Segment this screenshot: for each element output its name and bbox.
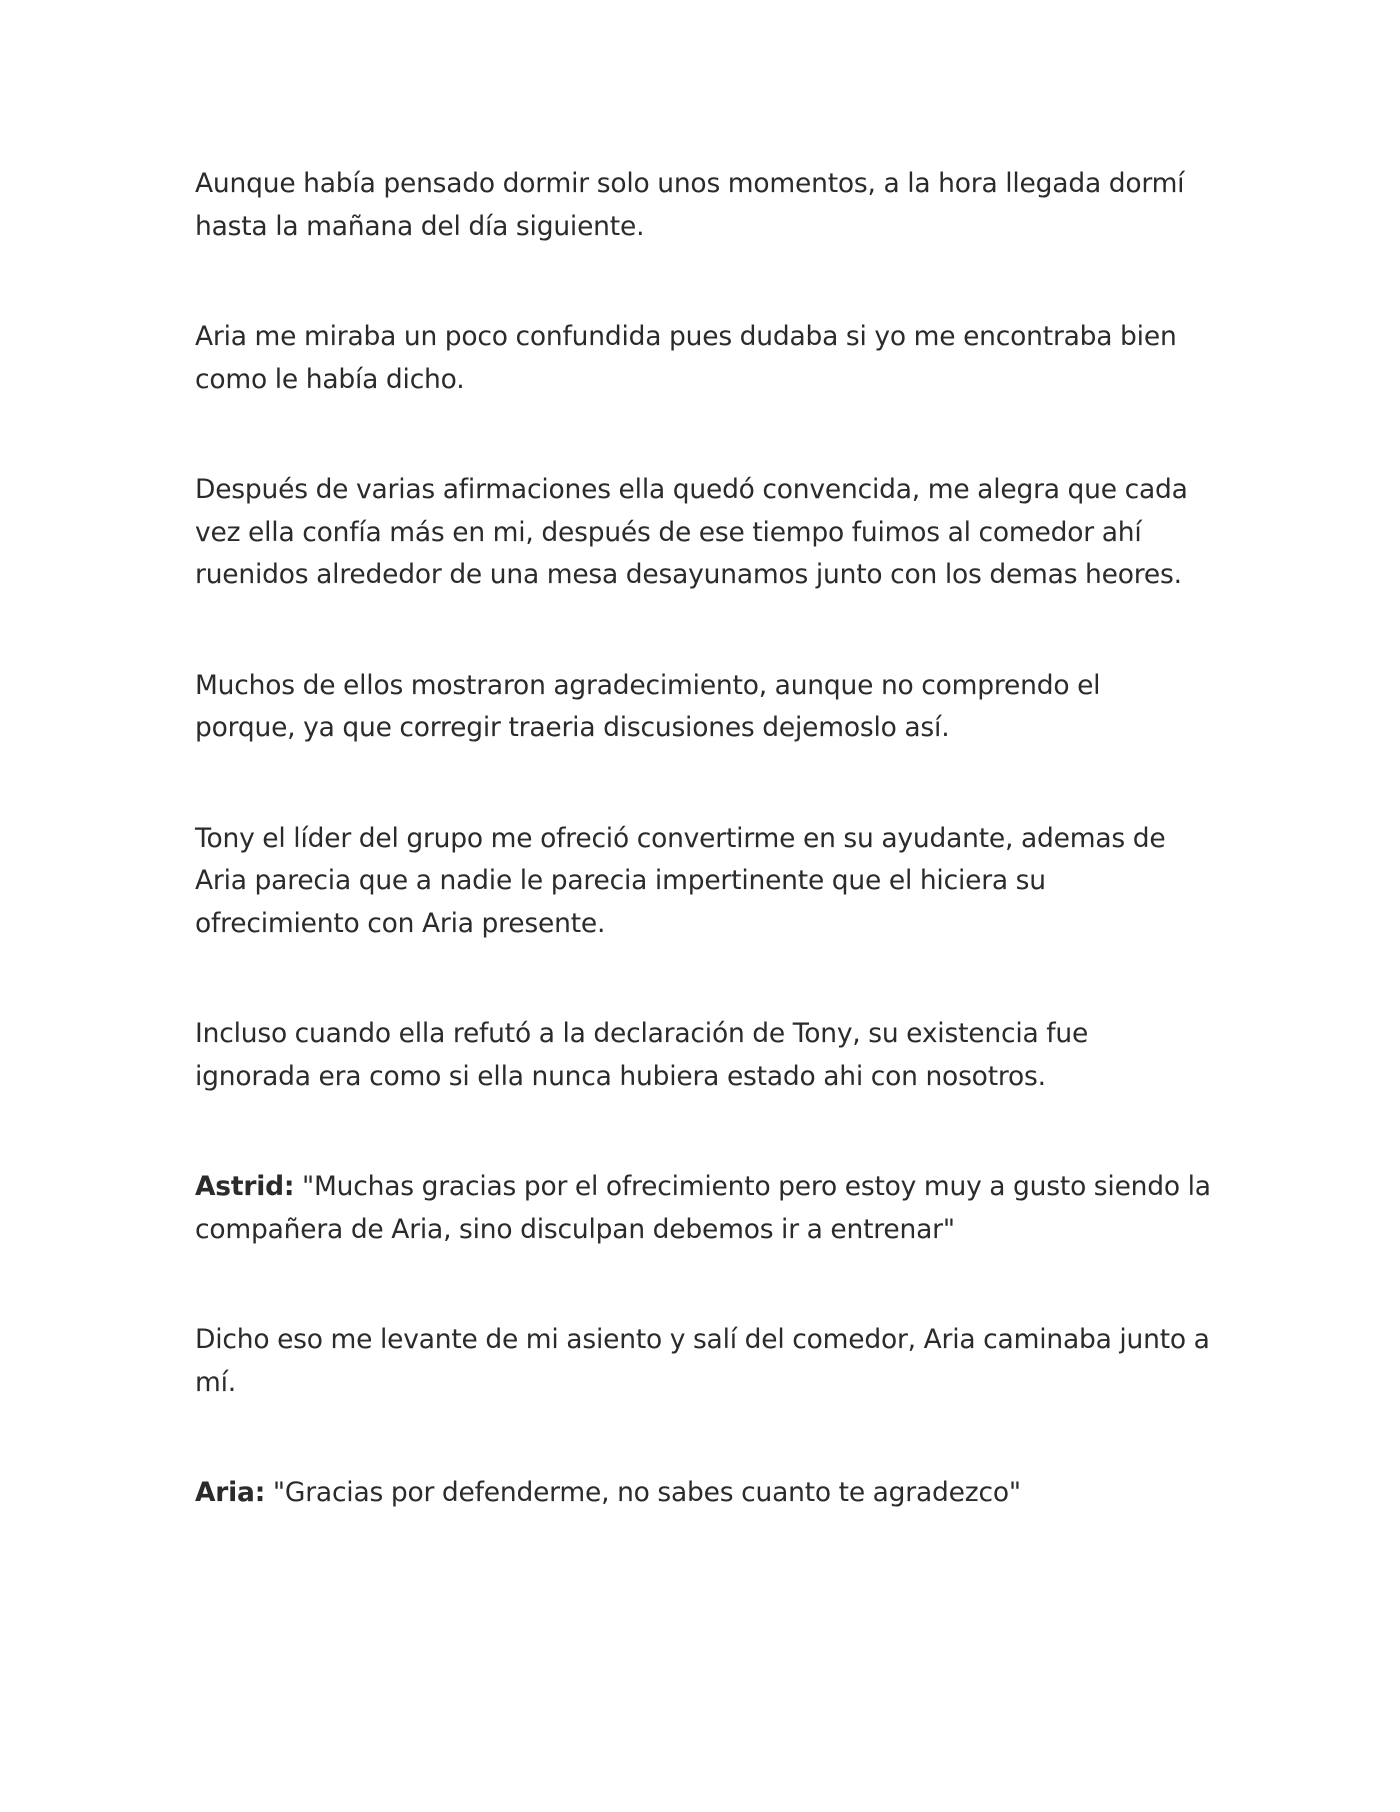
paragraph (195, 665, 1235, 750)
dialogue-paragraph (195, 1472, 1235, 1515)
text-line: porque, ya que corregir traeria discusiones dejemoslo así. (195, 712, 950, 743)
text-line: Aunque había pensado dormir solo unos momentos, a la hora llegada dormí (195, 168, 1185, 199)
text-line: compañera de Aria, sino disculpan debemos ir a entrenar" (195, 1213, 955, 1245)
paragraph (195, 163, 1235, 248)
dialogue-paragraph (195, 1166, 1235, 1251)
paragraph (195, 469, 1235, 597)
text-line: Muchos de ellos mostraron agradecimiento, aunque no comprendo el (195, 669, 1101, 701)
dialogue-line (195, 1472, 1235, 1515)
text-line: Tony el líder del grupo me ofreció convertirme en su ayudante, ademas de (195, 822, 1166, 854)
text-line: Incluso cuando ella refutó a la declaración de Tony, su existencia fue (195, 1018, 1089, 1049)
text-line: ignorada era como si ella nunca hubiera estado ahi con nosotros. (195, 1060, 1046, 1092)
paragraph (195, 1319, 1235, 1404)
text-line: mí. (195, 1366, 237, 1398)
text-line: Aria me miraba un poco confundida pues dudaba si yo me encontraba bien (195, 321, 1177, 352)
text-line: ofrecimiento con Aria presente. (195, 907, 606, 939)
text-line: vez ella confía más en mi, después de ese tiempo fuimos al comedor ahí (195, 516, 1142, 548)
paragraph (195, 316, 1235, 401)
speaker-name: Astrid: (195, 1171, 295, 1202)
text-line: Dicho eso me levante de mi asiento y salí del comedor, Aria caminaba junto a (195, 1324, 1210, 1355)
text-line: ruenidos alrededor de una mesa desayunamos junto con los demas heores. (195, 559, 1182, 590)
paragraph (195, 818, 1235, 946)
dialogue-text: "Gracias por defenderme, no sabes cuanto te agradezco" (265, 1477, 1021, 1508)
speaker-name: Aria: (195, 1477, 266, 1508)
dialogue-text: "Muchas gracias por el ofrecimiento pero estoy muy a gusto siendo la (294, 1171, 1211, 1202)
document-body (195, 163, 1235, 1515)
text-line: como le había dicho. (195, 363, 465, 395)
text-line: Aria parecia que a nadie le parecia impertinente que el hiciera su (195, 865, 1046, 896)
dialogue-line (195, 1166, 1235, 1209)
text-line: Después de varias afirmaciones ella quedó convencida, me alegra que cada (195, 474, 1188, 505)
paragraph (195, 1013, 1235, 1098)
text-line: hasta la mañana del día siguiente. (195, 210, 645, 242)
